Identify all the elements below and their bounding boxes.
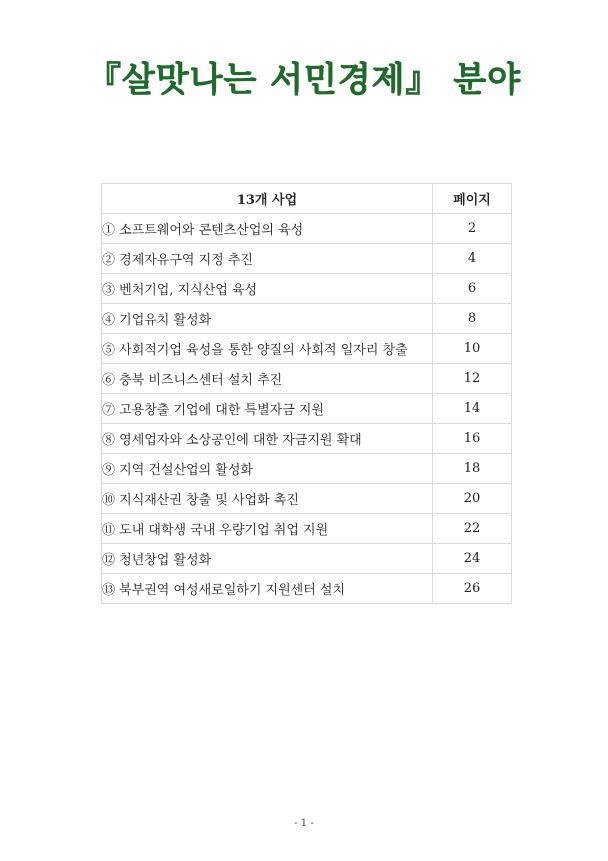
table-row: [102, 574, 512, 604]
table-row: [102, 514, 512, 544]
project-name: ⑫ 청년창업 활성화: [102, 544, 433, 574]
project-name: ④ 기업유치 활성화: [102, 304, 433, 334]
project-name: ⑦ 고용창출 기업에 대한 특별자금 지원: [102, 394, 433, 424]
column-header-page: 페이지: [433, 184, 512, 214]
page-number: 12: [433, 364, 512, 394]
table-row: [102, 244, 512, 274]
table-header-row: [102, 184, 512, 214]
page-number: 8: [433, 304, 512, 334]
table-row: [102, 544, 512, 574]
table-row: [102, 454, 512, 484]
page-number: 14: [433, 394, 512, 424]
page-number: 16: [433, 424, 512, 454]
table-row: [102, 274, 512, 304]
document-title: 『살맛나는 서민경제』 분야: [86, 60, 522, 100]
page-number: 10: [433, 334, 512, 364]
project-name: ⑤ 사회적기업 육성을 통한 양질의 사회적 일자리 창출: [102, 334, 433, 364]
project-name: ① 소프트웨어와 콘텐츠산업의 육성: [102, 214, 433, 244]
project-name: ⑧ 영세업자와 소상공인에 대한 자금지원 확대: [102, 424, 433, 454]
table-row: [102, 304, 512, 334]
table-row: [102, 424, 512, 454]
project-name: ⑬ 북부권역 여성새로일하기 지원센터 설치: [102, 574, 433, 604]
project-name: ⑩ 지식재산권 창출 및 사업화 촉진: [102, 484, 433, 514]
page-number: 6: [433, 274, 512, 304]
page-number: 18: [433, 454, 512, 484]
project-name: ⑪ 도내 대학생 국내 우량기업 취업 지원: [102, 514, 433, 544]
table-row: [102, 214, 512, 244]
page-number: 24: [433, 544, 512, 574]
page-number: 20: [433, 484, 512, 514]
page-number: 2: [433, 214, 512, 244]
project-name: ⑥ 충북 비즈니스센터 설치 추진: [102, 364, 433, 394]
page-number: 22: [433, 514, 512, 544]
column-header-project: 13개 사업: [102, 184, 433, 214]
project-name: ③ 벤처기업, 지식산업 육성: [102, 274, 433, 304]
page-number: 26: [433, 574, 512, 604]
page-footer: - 1 -: [294, 818, 314, 829]
table-row: [102, 334, 512, 364]
table-of-contents: [101, 183, 512, 604]
table-row: [102, 394, 512, 424]
page-number: 4: [433, 244, 512, 274]
table-row: [102, 484, 512, 514]
project-name: ② 경제자유구역 지정 추진: [102, 244, 433, 274]
project-name: ⑨ 지역 건설산업의 활성화: [102, 454, 433, 484]
table-row: [102, 364, 512, 394]
